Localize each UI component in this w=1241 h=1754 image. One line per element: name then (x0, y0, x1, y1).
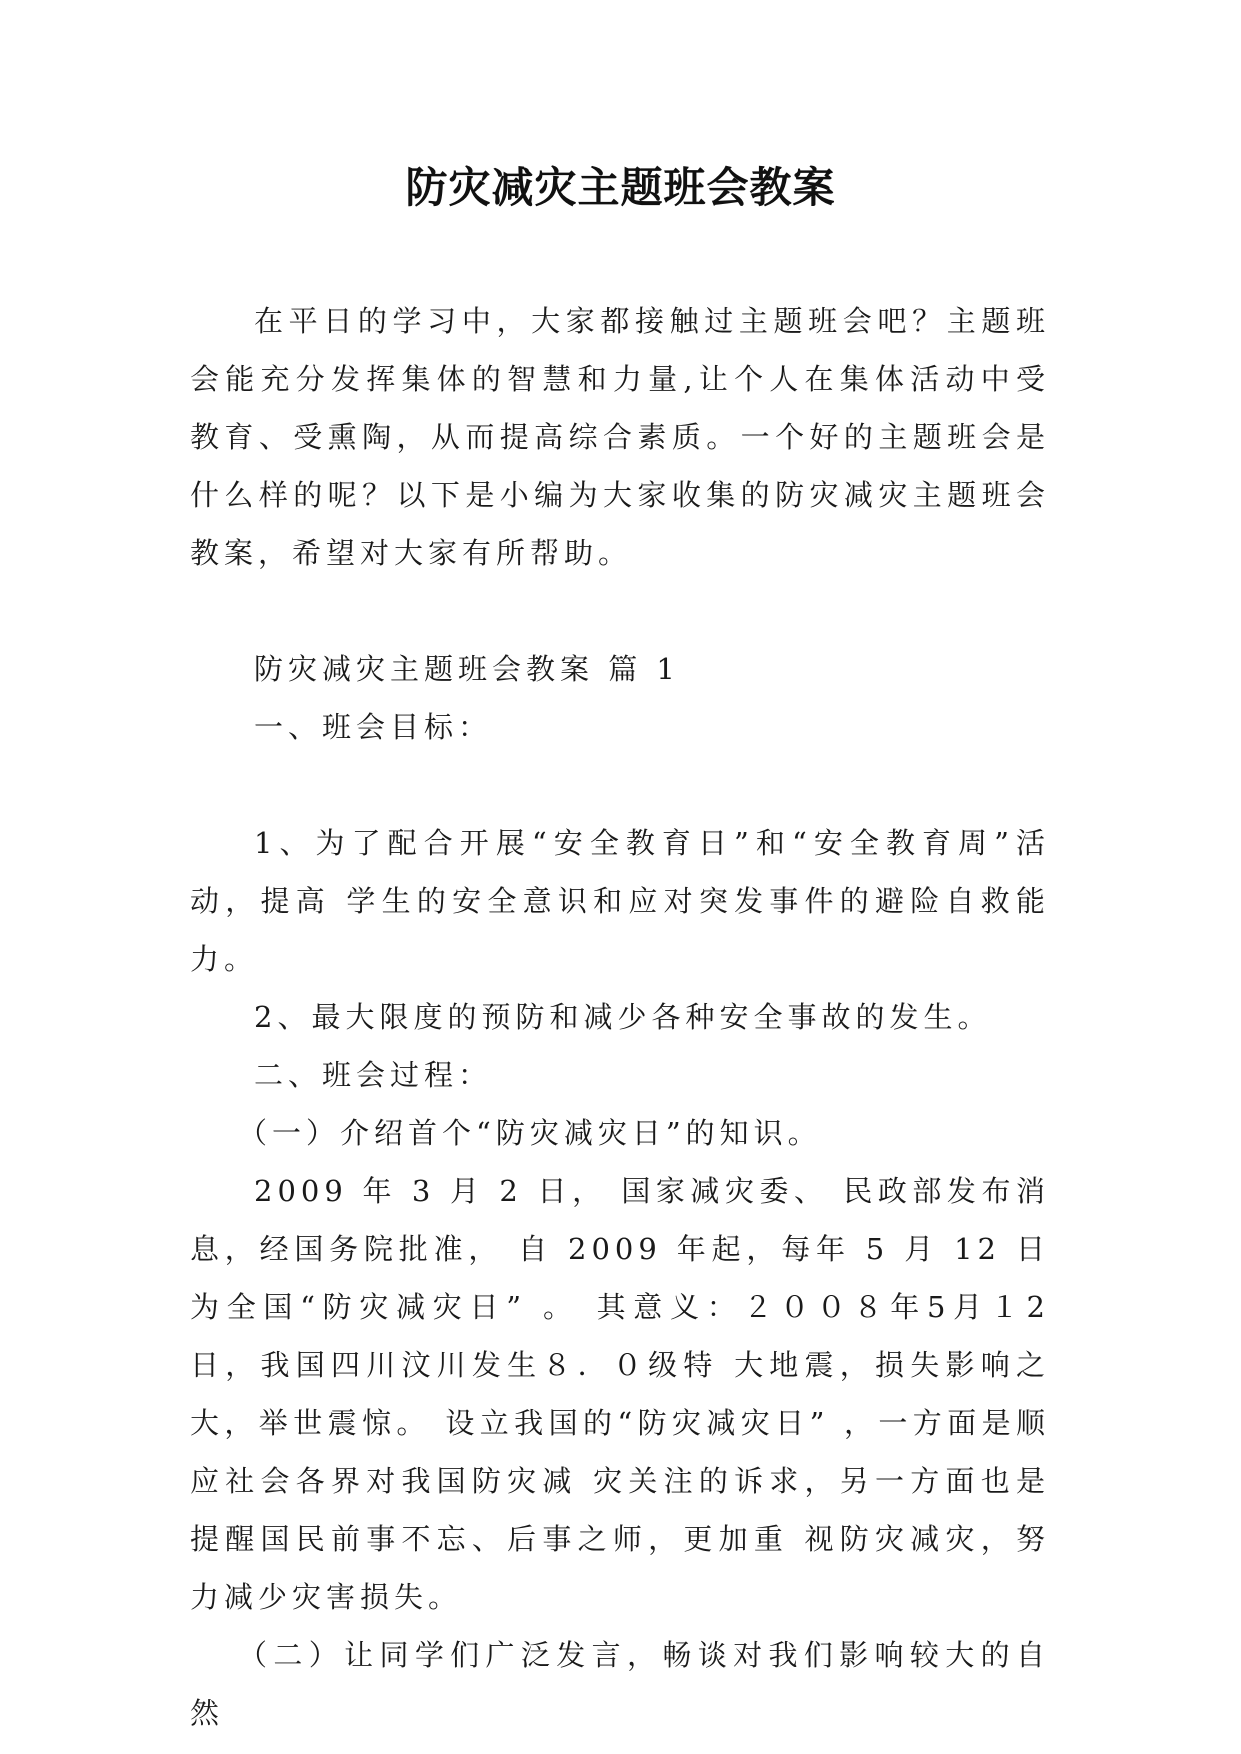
process-paragraph-1: 2009 年 3 月 2 日， 国家减灾委、 民政部发布消息，经国务院批准， 自 2009 年起，每年 5 月 12 日为全国“防灾减灾日” 。 其意义：２００８年5月１2日，我国四川汶川发生８．０级特 大地震，损失影响之大，举世震惊。 设立我国的“防灾减灾日” ，一方面是顺应社会各界对我国防灾减 灾关注的诉求，另一方面也是提醒国民前事不忘、后事之师，更加重 视防灾减灾，努力减少灾害损失。 (190, 1174, 1050, 1614)
document-body (190, 292, 1050, 1742)
process-subheading-1: （一）介绍首个“防灾减灾日”的知识。 (238, 1116, 822, 1150)
process-subheading-2: （二）让同学们广泛发言，畅谈对我们影响较大的自然 (190, 1638, 1050, 1730)
process-heading: 二、班会过程： (254, 1058, 493, 1092)
goal-item-2: 2、最大限度的预防和减少各种安全事故的发生。 (254, 1000, 992, 1034)
goal-item-1: 1、为了配合开展“安全教育日”和“安全教育周”活动，提高 学生的安全意识和应对突发事件的避险自救能力。 (190, 826, 1050, 976)
document-title: 防灾减灾主题班会教案 (405, 163, 836, 212)
goal-heading: 一、班会目标： (254, 710, 493, 744)
intro-paragraph: 在平日的学习中，大家都接触过主题班会吧？主题班会能充分发挥集体的智慧和力量,让个人在集体活动中受教育、受熏陶，从而提高综合素质。一个好的主题班会是什么样的呢？以下是小编为大家收集的防灾减灾主题班会教案，希望对大家有所帮助。 (190, 304, 1050, 570)
section-heading: 防灾减灾主题班会教案 篇 1 (254, 652, 680, 686)
